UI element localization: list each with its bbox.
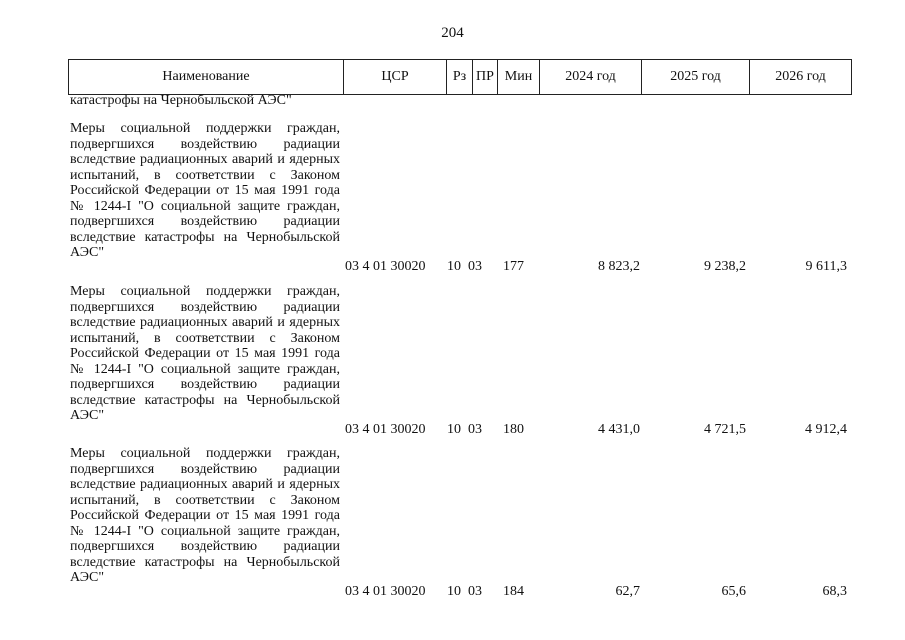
row-min: 180 — [503, 422, 524, 437]
row-2024: 62,7 — [615, 584, 640, 599]
row-pr: 03 — [468, 584, 482, 599]
header-csr: ЦСР — [344, 60, 447, 95]
row-2024: 4 431,0 — [598, 422, 640, 437]
row-rz: 10 — [447, 259, 461, 274]
row-min: 184 — [503, 584, 524, 599]
row-2024: 8 823,2 — [598, 259, 640, 274]
header-pr: ПР — [473, 60, 498, 95]
row-2026: 9 611,3 — [805, 259, 847, 274]
header-rz: Рз — [447, 60, 473, 95]
row-min: 177 — [503, 259, 524, 274]
page-number: 204 — [441, 25, 464, 41]
header-min: Мин — [498, 60, 540, 95]
row-2025: 65,6 — [721, 584, 746, 599]
table-header — [68, 59, 852, 95]
header-2026: 2026 год — [750, 60, 852, 95]
row-2025: 9 238,2 — [704, 259, 746, 274]
row-csr: 03 4 01 30020 — [345, 422, 426, 437]
header-2025: 2025 год — [642, 60, 750, 95]
row-csr: 03 4 01 30020 — [345, 584, 426, 599]
row-2026: 4 912,4 — [805, 422, 847, 437]
continued-row-text: катастрофы на Чернобыльской АЭС" — [70, 93, 292, 108]
row-2026: 68,3 — [822, 584, 847, 599]
row-2025: 4 721,5 — [704, 422, 746, 437]
row-name: Меры социальной поддержки граждан, подвергшихся воздействию радиации вследствие радиационных аварий и ядерных испытаний, в соответствии с Законом Российской Федерации от 15 мая 1991 года № 1244-I "О социальной защите граждан, подвергшихся воздействию радиации вследствие катастрофы на Чернобыльской АЭС" — [70, 446, 340, 585]
row-pr: 03 — [468, 422, 482, 437]
row-name: Меры социальной поддержки граждан, подвергшихся воздействию радиации вследствие радиационных аварий и ядерных испытаний, в соответствии с Законом Российской Федерации от 15 мая 1991 года № 1244-I "О социальной защите граждан, подвергшихся воздействию радиации вследствие катастрофы на Чернобыльской АЭС" — [70, 284, 340, 423]
row-name: Меры социальной поддержки граждан, подвергшихся воздействию радиации вследствие радиационных аварий и ядерных испытаний, в соответствии с Законом Российской Федерации от 15 мая 1991 года № 1244-I "О социальной защите граждан, подвергшихся воздействию радиации вследствие катастрофы на Чернобыльской АЭС" — [70, 121, 340, 260]
row-pr: 03 — [468, 259, 482, 274]
header-2024: 2024 год — [540, 60, 642, 95]
row-rz: 10 — [447, 422, 461, 437]
row-csr: 03 4 01 30020 — [345, 259, 426, 274]
header-name: Наименование — [69, 60, 344, 95]
row-rz: 10 — [447, 584, 461, 599]
